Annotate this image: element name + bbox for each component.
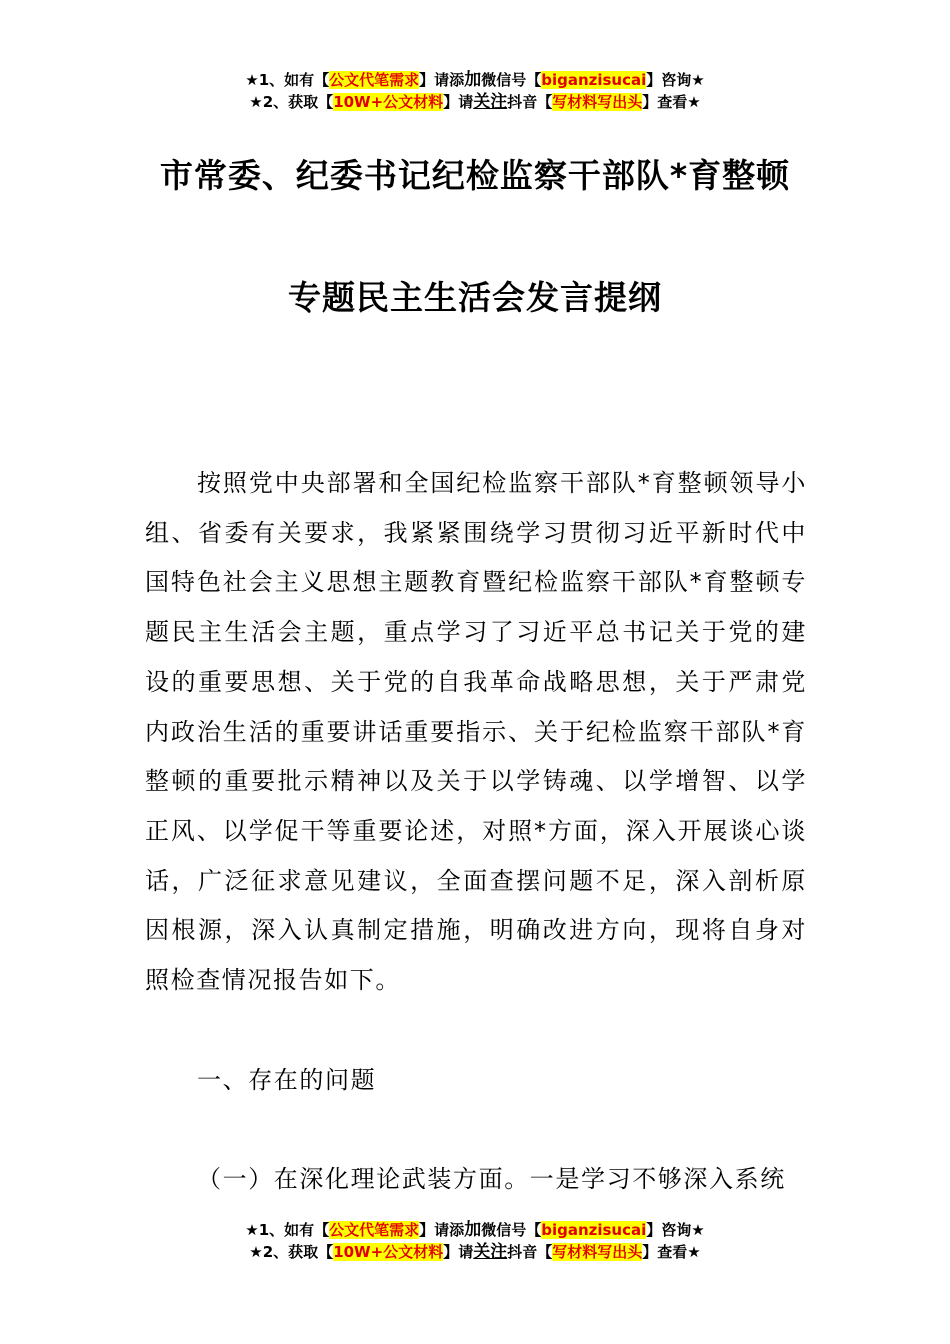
highlight-douyin: 写材料写出头 xyxy=(552,93,643,111)
highlight-service: 公文代笔需求 xyxy=(329,1221,420,1239)
promo-banner-bottom xyxy=(0,1219,950,1263)
promo-line-2: ★2、获取【10W+公文材料】请关注抖音【写材料写出头】查看★ xyxy=(249,1242,701,1262)
highlight-wechat-id: biganzisucai xyxy=(541,71,647,89)
document-title-line-2: 专题民主生活会发言提纲 xyxy=(288,278,662,317)
document-title-line-1: 市常委、纪委书记纪检监察干部队*育整顿 xyxy=(159,156,791,195)
subsection-paragraph: （一）在深化理论武装方面。一是学习不够深入系统 xyxy=(197,1165,786,1193)
highlight-materials: 10W+公文材料 xyxy=(333,93,444,111)
highlight-wechat-id: biganzisucai xyxy=(541,1221,647,1239)
promo-banner-top xyxy=(0,69,950,113)
intro-paragraph: 按照党中央部署和全国纪检监察干部队*育整顿领导小组、省委有关要求，我紧紧围绕学习贯彻习近平新时代中国特色社会主义思想主题教育暨纪检监察干部队*育整顿专题民主生活会主题，重点学习了习近平总书记关于党的建设的重要思想、关于党的自我革命战略思想，关于严肃党内政治生活的重要讲话重要指示、关于纪检监察干部队*育整顿的重要批示精神以及关于以学铸魂、以学增智、以学正风、以学促干等重要论述，对照*方面，深入开展谈心谈话，广泛征求意见建议，全面查摆问题不足，深入剖析原因根源，深入认真制定措施，明确改进方向，现将自身对照检查情况报告如下。 xyxy=(145,469,807,995)
promo-line-1: ★1、如有【公文代笔需求】请添加微信号【biganzisucai】咨询★ xyxy=(245,70,705,90)
highlight-materials: 10W+公文材料 xyxy=(333,1243,444,1261)
promo-line-2: ★2、获取【10W+公文材料】请关注抖音【写材料写出头】查看★ xyxy=(249,92,701,112)
promo-line-1: ★1、如有【公文代笔需求】请添加微信号【biganzisucai】咨询★ xyxy=(245,1220,705,1240)
highlight-service: 公文代笔需求 xyxy=(329,71,420,89)
highlight-douyin: 写材料写出头 xyxy=(552,1243,643,1261)
section-heading: 一、存在的问题 xyxy=(197,1066,377,1094)
